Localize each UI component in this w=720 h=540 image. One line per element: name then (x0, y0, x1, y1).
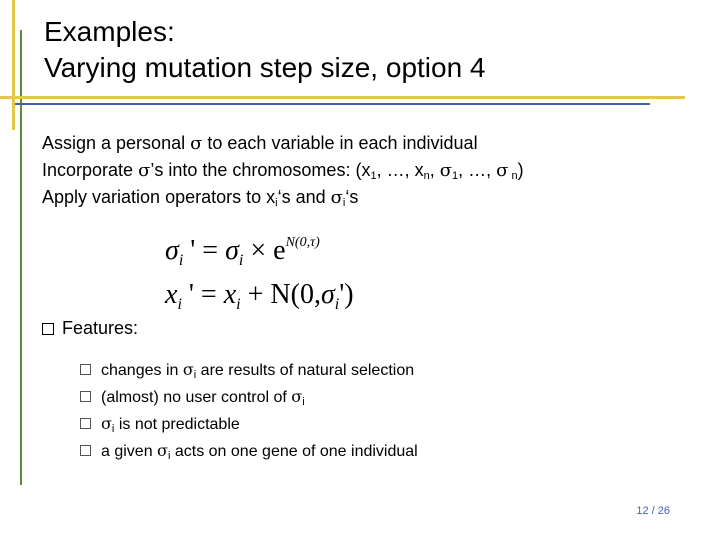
text-fragment: ’s into the chromosomes: (x (150, 160, 371, 180)
text-fragment: , …, (458, 160, 497, 180)
checkbox-bullet-icon (80, 418, 91, 429)
features-heading-label: Features: (62, 318, 139, 338)
text-fragment: ) (517, 160, 524, 180)
title-line-1: Examples: (44, 16, 175, 47)
formula-operator: ' = (181, 279, 224, 310)
text-fragment: , (429, 160, 440, 180)
formula-symbol: σ (225, 235, 239, 266)
sigma-symbol: σ (439, 160, 453, 181)
subscript: n (508, 170, 518, 182)
subscript: 1 (452, 170, 459, 182)
sigma-symbol: σ (291, 387, 303, 406)
text-fragment: Apply variation operators to x (42, 187, 276, 207)
decorative-vertical-rule-yellow (12, 0, 15, 130)
formula-subscript: i (238, 252, 244, 269)
list-item (80, 437, 418, 464)
formula-subscript: i (334, 296, 340, 313)
formula-subscript: i (236, 296, 241, 313)
subscript: 1 (370, 170, 377, 182)
list-item (80, 410, 418, 437)
list-item (80, 383, 418, 410)
formula-operator: × e (243, 235, 286, 266)
subscript: i (111, 423, 115, 435)
text-fragment: Incorporate (42, 160, 139, 180)
text-fragment: Assign a personal (42, 133, 191, 153)
sigma-symbol: σ (496, 160, 509, 181)
text-fragment: changes in (101, 362, 183, 379)
formula-symbol: σ (320, 279, 335, 310)
subscript: i (193, 369, 197, 381)
sigma-symbol: σ (330, 187, 343, 208)
formula-operator: + N(0, (240, 279, 321, 310)
checkbox-bullet-icon (80, 364, 91, 375)
formula-x-update (165, 279, 354, 311)
text-fragment: to each variable in each individual (202, 133, 478, 153)
sigma-symbol: σ (101, 414, 112, 433)
slide-body (42, 130, 524, 211)
checkbox-bullet-icon (80, 391, 91, 402)
list-item (80, 356, 418, 383)
formula-operator: ' = (183, 235, 226, 266)
text-fragment: ‘s and (277, 187, 331, 207)
text-fragment: a given (101, 443, 158, 460)
text-fragment: ‘s (345, 187, 359, 207)
text-fragment: is not predictable (114, 416, 240, 433)
formula-operator: ') (339, 279, 354, 310)
body-line-3 (42, 184, 524, 211)
formula-exponent: N(0,τ) (285, 235, 320, 250)
body-line-1 (42, 130, 524, 157)
body-line-2 (42, 157, 524, 184)
formula-symbol: x (223, 279, 237, 310)
sigma-symbol: σ (138, 160, 151, 181)
decorative-horizontal-rule-blue (15, 103, 650, 105)
title-line-2: Varying mutation step size, option 4 (44, 52, 486, 83)
checkbox-bullet-icon (42, 323, 54, 335)
subscript: i (167, 450, 171, 462)
subscript: i (275, 197, 278, 209)
subscript: i (302, 396, 305, 408)
subscript: n (423, 170, 430, 182)
page-number: 12 / 26 (636, 505, 670, 517)
checkbox-bullet-icon (80, 445, 91, 456)
slide-title (44, 14, 486, 86)
formula-subscript: i (178, 252, 184, 269)
text-fragment: acts on one gene of one individual (170, 443, 418, 460)
text-fragment: , …, x (376, 160, 424, 180)
subscript: i (342, 197, 346, 209)
formula-symbol: σ (165, 235, 179, 266)
sigma-symbol: σ (190, 133, 203, 154)
features-heading (42, 318, 138, 339)
text-fragment: (almost) no user control of (101, 389, 292, 406)
formula-symbol: x (165, 279, 178, 310)
formula-subscript: i (177, 296, 182, 313)
features-list (80, 356, 418, 464)
decorative-horizontal-rule-yellow (0, 96, 685, 99)
sigma-symbol: σ (182, 360, 194, 379)
text-fragment: are results of natural selection (196, 362, 415, 379)
sigma-symbol: σ (157, 441, 168, 460)
formula-sigma-update (165, 235, 320, 267)
